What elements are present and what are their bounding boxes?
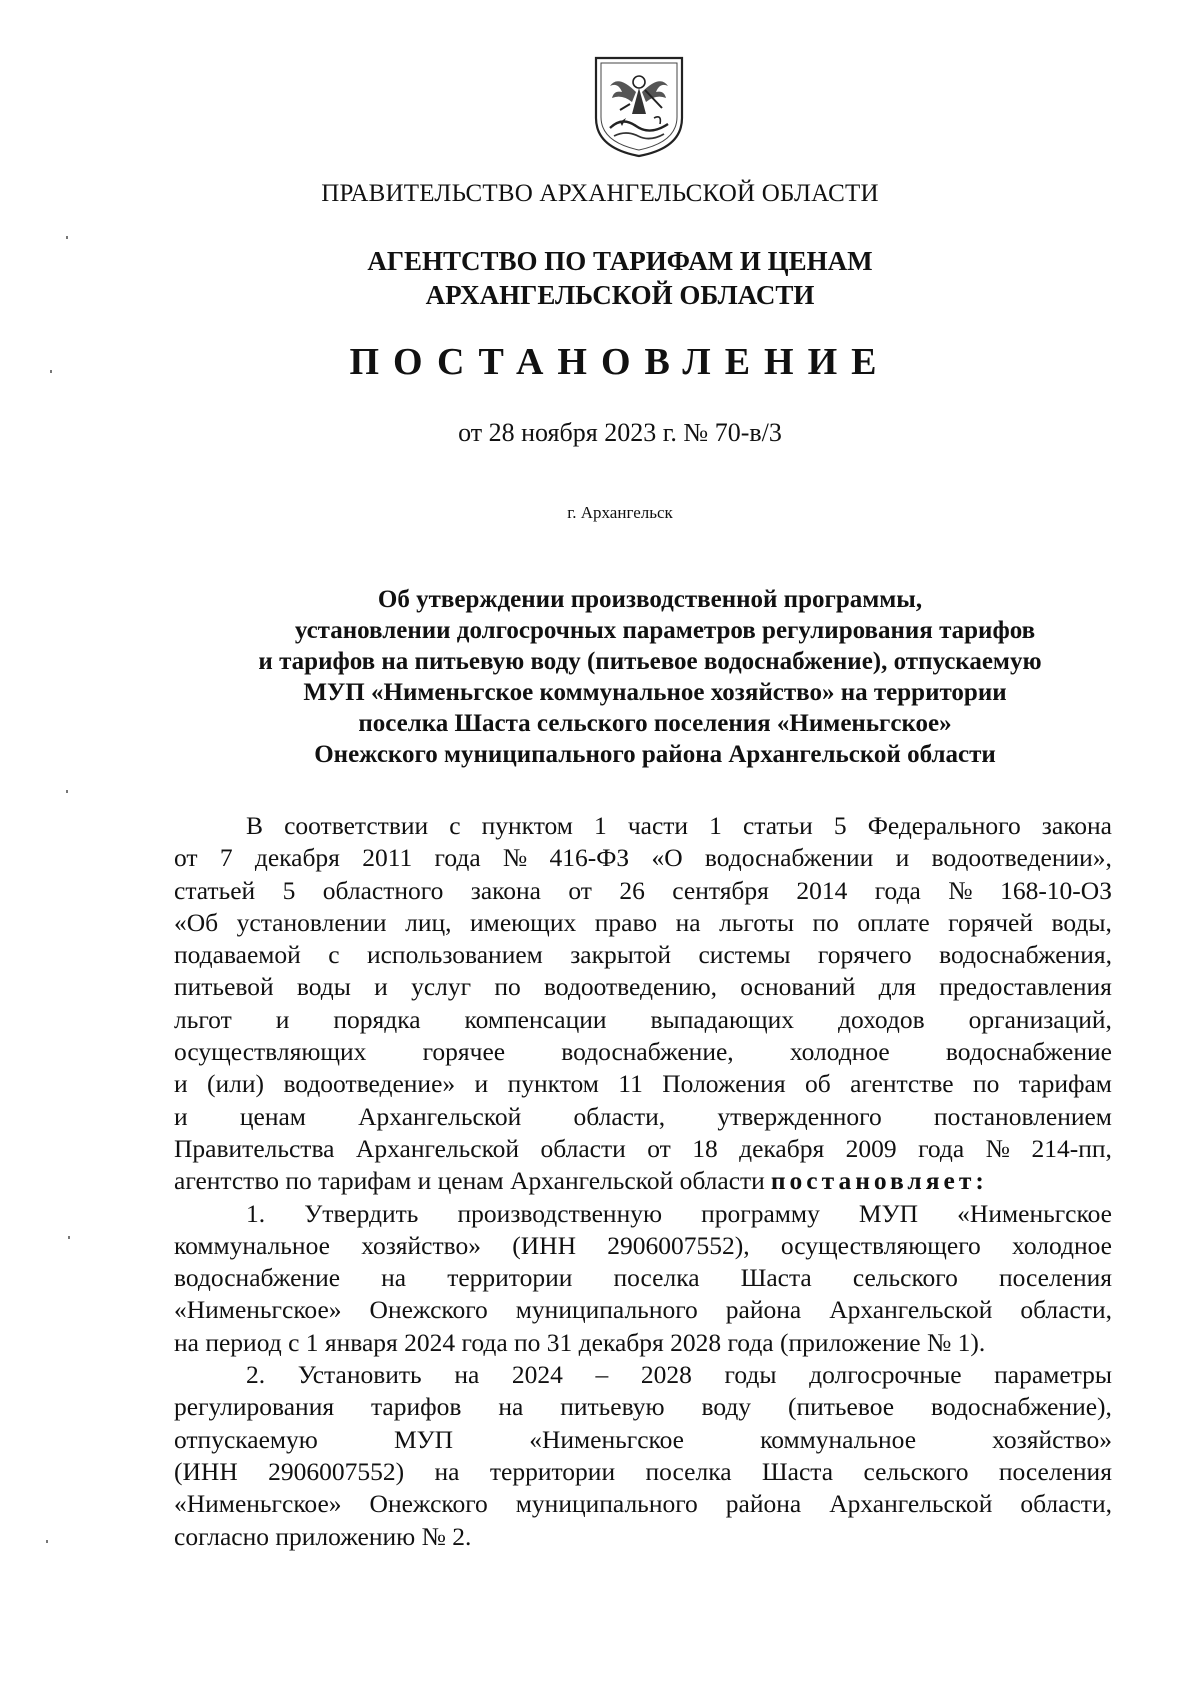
word: холодное (789, 1037, 890, 1067)
word: «Нименьгское» (174, 1489, 342, 1519)
word: водоснабжение (945, 1037, 1112, 1067)
item-2-line (174, 1456, 1112, 1488)
word: и (374, 972, 388, 1002)
word: поселения (998, 1456, 1112, 1486)
word: сентября (672, 875, 769, 905)
word: тарифов (370, 1392, 462, 1422)
item-2-line (174, 1391, 1112, 1423)
subject-line: и тарифов на питьевую воду (питьевое водоснабжение), отпускаемую (258, 648, 1042, 675)
scan-speck (66, 790, 68, 793)
item-2-line (174, 1424, 1112, 1456)
word: выпадающих (650, 1004, 795, 1034)
word: водоснабжении (704, 843, 874, 873)
word: доходов (838, 1004, 925, 1034)
word: воды (296, 972, 351, 1002)
word: порядка (333, 1004, 421, 1034)
word: Архангельской (358, 1101, 522, 1131)
word: года (874, 875, 921, 905)
word: водоснабжение (174, 1263, 341, 1293)
word: 18 (692, 1133, 718, 1163)
subject-line: установлении долгосрочных параметров регулирования тарифов (294, 617, 1036, 644)
word: 1 (594, 811, 607, 840)
word: поселка (613, 1263, 700, 1293)
word: и (174, 1101, 188, 1131)
word: области, (1020, 1489, 1112, 1519)
word: на (434, 1456, 460, 1486)
word: пунктом (481, 811, 573, 840)
resolves-word: постановляет: (770, 1166, 988, 1196)
item-2-line (174, 1488, 1112, 1520)
word: (ИНН (174, 1456, 238, 1486)
word: холодное (1012, 1230, 1112, 1260)
word: Онежского (369, 1489, 488, 1519)
word: и (275, 1004, 290, 1034)
word: утвержденного (717, 1101, 882, 1131)
word: для (878, 972, 917, 1002)
word: долгосрочные (809, 1360, 962, 1390)
word: закона (1041, 811, 1112, 840)
preamble-line (174, 875, 1112, 907)
word: «Об (174, 907, 219, 937)
word: 2906007552) (268, 1456, 405, 1486)
word: декабря (739, 1133, 825, 1163)
word: 11 (618, 1069, 643, 1099)
word: параметры (994, 1360, 1112, 1390)
preamble-line (174, 1133, 1112, 1165)
document-type-title: ПОСТАНОВЛЕНИЕ (349, 341, 891, 383)
word: 7 (219, 843, 233, 873)
preamble-line (174, 907, 1112, 939)
preamble-line (174, 1036, 1112, 1068)
item-1-line (174, 1198, 1112, 1230)
subject-line: Онежского муниципального района Архангельской области (314, 741, 996, 768)
preamble-last-line (174, 1165, 1112, 1197)
word: декабря (254, 843, 340, 873)
word: коммунальное (174, 1230, 330, 1260)
word: отпускаемую (174, 1424, 318, 1454)
word: осуществляющего (780, 1230, 981, 1260)
document-body (174, 810, 1112, 1553)
preamble-last-text: агентство по тарифам и ценам Архангельской области (174, 1166, 765, 1196)
preamble-line (174, 971, 1112, 1003)
word: (ИНН (512, 1230, 577, 1260)
word: право (594, 907, 658, 937)
word: с (328, 940, 340, 970)
preamble-line (174, 1101, 1112, 1133)
word: коммунальное (760, 1424, 917, 1454)
word: 168-10-ОЗ (1000, 875, 1112, 905)
word: питьевую (560, 1392, 665, 1422)
word: на (498, 1392, 524, 1422)
word: годы (724, 1360, 777, 1390)
item-1-line (174, 1230, 1112, 1262)
word: Шаста (740, 1263, 812, 1293)
preamble-line (174, 1004, 1112, 1036)
word: водоснабжение), (930, 1392, 1112, 1422)
item-2-last-line: согласно приложению № 2. (174, 1521, 472, 1551)
word: года (918, 1133, 965, 1163)
word: Утвердить (304, 1198, 419, 1228)
word: по (812, 907, 839, 937)
word: поселка (645, 1456, 732, 1486)
preamble-line (174, 810, 1112, 842)
word: с (449, 811, 461, 840)
word: МУП (858, 1198, 919, 1228)
word: территории (447, 1263, 573, 1293)
word: услуг (411, 972, 472, 1002)
word: МУП (393, 1424, 454, 1454)
scan-speck (68, 1236, 70, 1239)
subject-line: МУП «Нименьгское коммунальное хозяйство» на территории (303, 679, 1007, 706)
word: и (895, 843, 910, 873)
word: организаций, (968, 1004, 1112, 1034)
word: соответствии (284, 811, 429, 840)
word: 214-пп, (1031, 1133, 1112, 1163)
word: компенсации (464, 1004, 607, 1034)
scan-speck (66, 236, 68, 239)
item-2-line (174, 1359, 1112, 1391)
government-name: ПРАВИТЕЛЬСТВО АРХАНГЕЛЬСКОЙ ОБЛАСТИ (321, 180, 879, 207)
word: 2028 (640, 1360, 692, 1390)
word: Шаста (761, 1456, 834, 1486)
word: 2. (246, 1360, 266, 1390)
word: льготы (719, 907, 794, 937)
word: поселения (998, 1263, 1112, 1293)
word: Онежского (369, 1295, 488, 1325)
word: Правительства (174, 1133, 335, 1163)
word: горячей (948, 907, 1033, 937)
word: лиц, (405, 907, 452, 937)
word: программу (701, 1198, 820, 1228)
word: Архангельской (829, 1295, 993, 1325)
subject-line: Об утверждении производственной программы, (377, 586, 923, 613)
word: области (540, 1133, 626, 1163)
word: района (725, 1489, 802, 1519)
word: (или) (207, 1069, 265, 1099)
item-1-line (174, 1262, 1112, 1294)
word: воды, (1051, 907, 1112, 937)
document-city: г. Архангельск (567, 503, 673, 522)
word: «Нименьгское (529, 1424, 684, 1454)
word: № (985, 1133, 1011, 1163)
word: агентстве (850, 1069, 954, 1099)
word: регулирования (174, 1392, 335, 1422)
word: и (474, 1069, 489, 1099)
word: статьи (742, 811, 813, 840)
word: производственную (457, 1198, 663, 1228)
word: Федерального (867, 811, 1021, 840)
word: № (948, 875, 973, 905)
word: водоотведению, (543, 972, 718, 1002)
preamble-line (174, 939, 1112, 971)
word: 26 (619, 875, 645, 905)
word: хозяйство» (361, 1230, 482, 1260)
word: «Нименьгское» (174, 1295, 342, 1325)
word: от (647, 1133, 671, 1163)
word: «Нименьгское (957, 1198, 1112, 1228)
word: сельского (852, 1263, 958, 1293)
word: 2906007552), (607, 1230, 750, 1260)
word: горячего (817, 940, 912, 970)
word: Положения (662, 1069, 786, 1099)
word: 5 (282, 875, 296, 905)
document-subject-heading (180, 584, 1120, 770)
word: установлении (236, 907, 387, 937)
word: 2011 (362, 843, 413, 873)
word: статьей (174, 875, 256, 905)
word: воду (701, 1392, 752, 1422)
word: 2024 (511, 1360, 563, 1390)
arkhangelsk-coat-of-arms-icon (592, 52, 686, 160)
word: от (568, 875, 592, 905)
word: водоотведение» (283, 1069, 456, 1099)
word: хозяйство» (992, 1424, 1112, 1454)
word: 1 (709, 811, 722, 840)
word: района (725, 1295, 802, 1325)
word: закрытой (570, 940, 672, 970)
word: (питьевое (787, 1392, 895, 1422)
word: имеющих (470, 907, 577, 937)
scan-speck (46, 1540, 48, 1543)
word: 2014 (796, 875, 848, 905)
word: области, (1020, 1295, 1112, 1325)
agency-name-line-1: АГЕНТСТВО ПО ТАРИФАМ И ЦЕНАМ (367, 246, 873, 276)
word: на (381, 1263, 407, 1293)
word: «О (651, 843, 683, 873)
agency-name (0, 244, 1200, 312)
scan-speck (50, 370, 52, 373)
preamble-line (174, 1068, 1112, 1100)
word: водоснабжения, (939, 940, 1112, 970)
word: сельского (863, 1456, 969, 1486)
word: закона (470, 875, 541, 905)
word: ценам (239, 1101, 306, 1131)
word: по (973, 1069, 1000, 1099)
word: Архангельской (829, 1489, 993, 1519)
word: водоснабжение, (561, 1037, 734, 1067)
word: системы (698, 940, 791, 970)
word: на (675, 907, 701, 937)
word: В (246, 811, 264, 840)
word: водоотведении», (931, 843, 1112, 873)
word: 416-ФЗ (549, 843, 630, 873)
word: территории (489, 1456, 616, 1486)
word: питьевой (174, 972, 274, 1002)
word: от (174, 843, 198, 873)
word: муниципального (515, 1489, 698, 1519)
word: горячее (422, 1037, 506, 1067)
word: 1. (246, 1198, 266, 1228)
word: части (627, 811, 689, 840)
word: – (595, 1360, 609, 1390)
word: об (804, 1069, 831, 1099)
item-1-line (174, 1294, 1112, 1326)
word: 5 (833, 811, 847, 840)
document-date-number: от 28 ноября 2023 г. № 70-в/3 (458, 418, 782, 447)
word: Установить (297, 1360, 422, 1390)
subject-line: поселка Шаста сельского поселения «Нименьгское» (358, 710, 952, 737)
word: Архангельской (355, 1133, 520, 1163)
word: года (434, 843, 481, 873)
agency-name-line-2: АРХАНГЕЛЬСКОЙ ОБЛАСТИ (425, 280, 815, 310)
word: пунктом (507, 1069, 599, 1099)
word: № (502, 843, 528, 873)
preamble-line (174, 842, 1112, 874)
word: использованием (366, 940, 543, 970)
word: постановлением (933, 1101, 1112, 1131)
word: муниципального (515, 1295, 698, 1325)
word: областного (322, 875, 444, 905)
word: осуществляющих (174, 1037, 367, 1067)
word: подаваемой (174, 940, 301, 970)
word: 2009 (845, 1133, 897, 1163)
word: по (494, 972, 521, 1002)
word: и (174, 1069, 188, 1099)
word: предоставления (939, 972, 1112, 1002)
item-1-last-line: на период с 1 января 2024 года по 31 декабря 2028 года (приложение № 1). (174, 1327, 986, 1357)
word: области, (573, 1101, 666, 1131)
word: тарифам (1018, 1069, 1112, 1099)
word: льгот (174, 1004, 232, 1034)
word: оснований (740, 972, 856, 1002)
word: на (454, 1360, 480, 1390)
word: оплате (857, 907, 930, 937)
